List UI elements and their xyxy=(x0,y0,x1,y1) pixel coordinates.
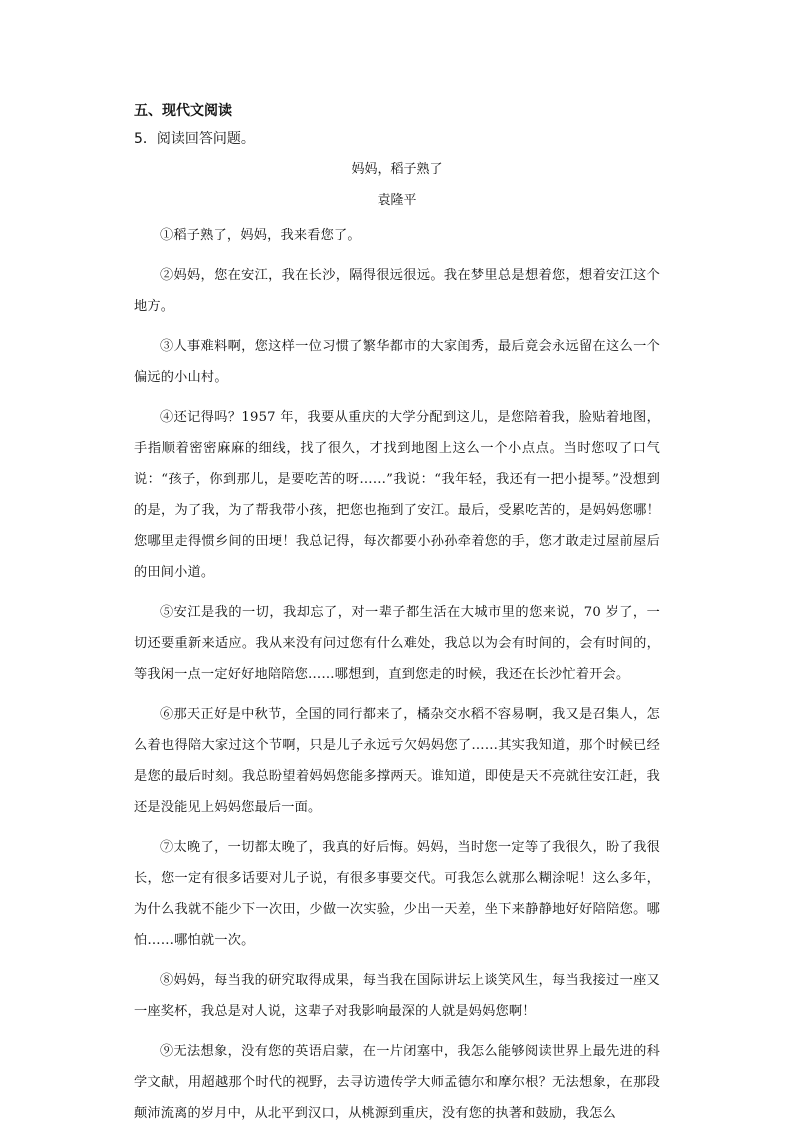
paragraph-8: ⑧妈妈，每当我的研究取得成果，每当我在国际讲坛上谈笑风生，每当我接过一座又一座奖杯，我总是对人说，这辈子对我影响最深的人就是妈妈您啊！ xyxy=(134,973,660,1019)
paragraph-5: ⑤安江是我的一切，我却忘了，对一辈子都生活在大城市里的您来说，70 岁了，一切还要重新来适应。我从来没有问过您有什么难处，我总以为会有时间的，会有时间的，等我闲一点一定好好地陪陪您……哪想到，直到您走的时候，我还在长沙忙着开会。 xyxy=(134,605,660,682)
paragraph-2: ②妈妈，您在安江，我在长沙，隔得很远很远。我在梦里总是想着您，想着安江这个地方。 xyxy=(134,268,660,314)
article-author: 袁隆平 xyxy=(377,193,417,208)
paragraph-7: ⑦太晚了，一切都太晚了，我真的好后悔。妈妈，当时您一定等了我很久，盼了我很长，您一定有很多话要对儿子说，有很多事要交代。可我怎么就那么糊涂呢！这么多年，为什么我就不能少下一次田，少做一次实验，少出一天差，坐下来静静地好好陪陪您。哪怕……哪怕就一次。 xyxy=(134,840,660,948)
paragraph-3: ③人事难料啊，您这样一位习惯了繁华都市的大家闺秀，最后竟会永远留在这么一个偏远的小山村。 xyxy=(134,339,660,385)
question-prompt: 5．阅读回答问题。 xyxy=(134,131,255,147)
paragraph-1: ①稻子熟了，妈妈，我来看您了。 xyxy=(160,228,361,243)
paragraph-4: ④还记得吗？1957 年，我要从重庆的大学分配到这儿，是您陪着我，脸贴着地图，手指顺着密密麻麻的细线，找了很久，才找到地图上这么一个小点点。当时您叹了口气说：“孩子，你到那儿，是要吃苦的呀……”我说：“我年轻，我还有一把小提琴。”没想到的是，为了我，为了帮我带小孩，把您也拖到了安江。最后，受累吃苦的，是妈妈您哪！您哪里走得惯乡间的田埂！我总记得，每次都要小孙孙牵着您的手，您才敢走过屋前屋后的田间小道。 xyxy=(134,410,660,580)
article-body xyxy=(134,220,660,1129)
paragraph-9: ⑨无法想象，没有您的英语启蒙，在一片闭塞中，我怎么能够阅读世界上最先进的科学文献，用超越那个时代的视野，去寻访遗传学大师孟德尔和摩尔根？无法想象，在那段颠沛流离的岁月中，从北平到汉口，从桃源到重庆，没有您的执著和鼓励，我怎么 xyxy=(134,1044,660,1121)
article-title: 妈妈，稻子熟了 xyxy=(351,162,443,177)
section-heading: 五、现代文阅读 xyxy=(134,103,232,119)
paragraph-6: ⑥那天正好是中秋节，全国的同行都来了，橘杂交水稻不容易啊，我又是召集人，怎么着也得陪大家过这个节啊，只是儿子永远亏欠妈妈您了……其实我知道，那个时候已经是您的最后时刻。我总盼望着妈妈您能多撑两天。谁知道，即使是天不亮就往安江赶，我还是没能见上妈妈您最后一面。 xyxy=(134,707,660,815)
